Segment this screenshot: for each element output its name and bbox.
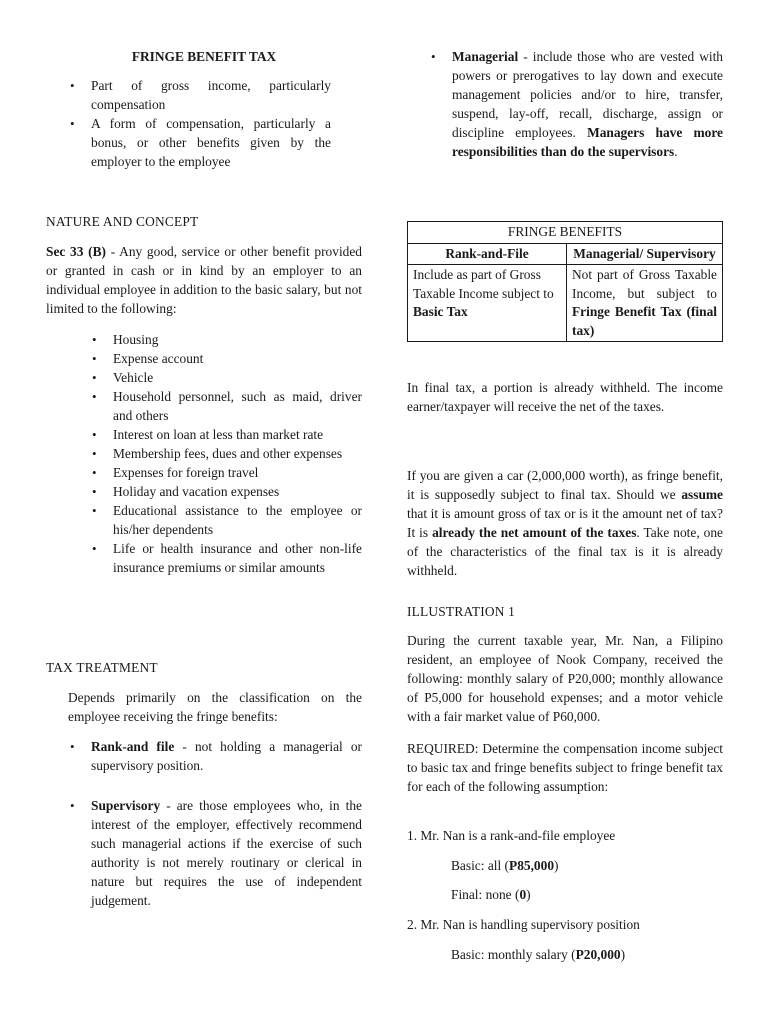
list-item: • Holiday and vacation expenses — [113, 482, 362, 501]
nature-heading: NATURE AND CONCEPT — [46, 214, 199, 229]
text: Basic: monthly salary ( — [451, 947, 576, 962]
text: Basic: all ( — [451, 858, 510, 873]
rank-bullet — [91, 737, 362, 775]
list-item: • Part of gross income, particularly compensation — [91, 76, 331, 114]
table-cell-managerial — [567, 265, 723, 342]
text: ) — [526, 887, 531, 902]
benefit-list — [113, 330, 362, 577]
amount: 0 — [519, 887, 527, 902]
text: If you are given a car (2,000,000 worth), as fringe benefit, it is supposedly subject to final tax. Should we — [407, 468, 723, 502]
emphasis: already the net amount of the taxes — [432, 525, 637, 540]
list-item: • Life or health insurance and other non-life insurance premiums or similar amounts — [113, 539, 362, 577]
text: that it is amount gross of tax or is it the amount net of tax? It is — [407, 506, 723, 540]
text: ) — [620, 947, 626, 962]
rank-text: - not holding a managerial or supervisory position. — [91, 739, 362, 773]
supervisory-bullet — [91, 796, 362, 910]
managerial-text: - include those who are vested with powers or prerogatives to lay down and execute management policies and/or to hire, transfer, suspend, lay-off, recall, discharge, assign or discipline employees. — [452, 49, 723, 140]
table-header-managerial: Managerial/ Supervisory — [567, 243, 723, 265]
list-item — [91, 796, 362, 910]
case-2: 2. Mr. Nan is handling supervisory position — [407, 917, 640, 932]
list-item: • Housing — [113, 330, 362, 349]
supervisory-label: Supervisory — [91, 798, 161, 813]
car-example-paragraph — [407, 466, 723, 580]
list-item: • Household personnel, such as maid, driver and others — [113, 387, 362, 425]
table-cell-rank — [408, 265, 567, 342]
list-item: • Expense account — [113, 349, 362, 368]
list-item — [91, 737, 362, 775]
text: ) — [554, 858, 559, 873]
sec33-text: - Any good, service or other benefit provided or granted in cash or in kind by an employer to an individual employee in addition to the basic salary, but not limited to the following: — [46, 244, 362, 316]
cell-bold: Fringe Benefit Tax (final tax) — [572, 304, 717, 338]
fringe-benefits-table — [407, 221, 723, 342]
managerial-label: Managerial — [452, 49, 519, 64]
list-item — [452, 47, 723, 161]
sec33-paragraph — [46, 242, 362, 318]
treatment-heading: TAX TREATMENT — [46, 660, 158, 675]
managerial-end: . — [674, 144, 678, 159]
list-item: • Expenses for foreign travel — [113, 463, 362, 482]
table-title: FRINGE BENEFITS — [408, 222, 723, 244]
list-item: • Vehicle — [113, 368, 362, 387]
text: Final: none ( — [451, 887, 520, 902]
text: . Take note, one of the characteristics of the final tax is it is already withheld. — [407, 525, 723, 578]
cell-text: Not part of Gross Taxable Income, but subject to — [572, 267, 717, 301]
list-item: • Interest on loan at less than market rate — [113, 425, 362, 444]
cell-text: Include as part of Gross Taxable Income subject to — [413, 267, 554, 301]
amount: P85,000 — [509, 858, 555, 873]
supervisory-text: - are those employees who, in the interest of the employer, effectively recommend such managerial actions if the exercise of such authority is not merely routinary or clerical in nature but requires the use of independent judgement. — [91, 798, 362, 908]
treatment-intro: Depends primarily on the classification on the employee receiving the fringe benefits: — [68, 690, 362, 724]
case-1-final — [451, 885, 531, 904]
list-item: • Membership fees, dues and other expenses — [113, 444, 362, 463]
rank-label: Rank-and file — [91, 739, 175, 754]
list-item: • A form of compensation, particularly a bonus, or other benefits given by the employer to the employee — [91, 114, 331, 171]
list-item: • Educational assistance to the employee or his/her dependents — [113, 501, 362, 539]
intro-bullet-list — [91, 76, 331, 171]
case-1-basic — [451, 856, 559, 875]
illustration-heading: ILLUSTRATION 1 — [407, 604, 516, 619]
page-title: FRINGE BENEFIT TAX — [131, 49, 277, 64]
emphasis: assume — [681, 487, 723, 502]
case-1: 1. Mr. Nan is a rank-and-file employee — [407, 828, 616, 843]
managerial-emphasis: Managers have more responsibilities than do the supervisors — [452, 125, 723, 159]
sec33-label: Sec 33 (B) — [46, 244, 107, 259]
final-tax-paragraph: In final tax, a portion is already withheld. The income earner/taxpayer will receive the net of the taxes. — [407, 380, 723, 414]
amount: P20,000 — [575, 947, 621, 962]
managerial-bullet — [452, 47, 723, 161]
required-paragraph: REQUIRED: Determine the compensation income subject to basic tax and fringe benefits subject to fringe benefit tax for each of the following assumption: — [407, 741, 723, 794]
case-2-basic — [451, 945, 625, 964]
cell-bold: Basic Tax — [413, 304, 468, 319]
illustration-paragraph: During the current taxable year, Mr. Nan, a Filipino resident, an employee of Nook Company, received the following: monthly salary of P20,000; monthly allowance of P5,000 for household expenses; and a motor vehicle with a fair market value of P60,000. — [407, 633, 723, 724]
table-header-rank: Rank-and-File — [408, 243, 567, 265]
